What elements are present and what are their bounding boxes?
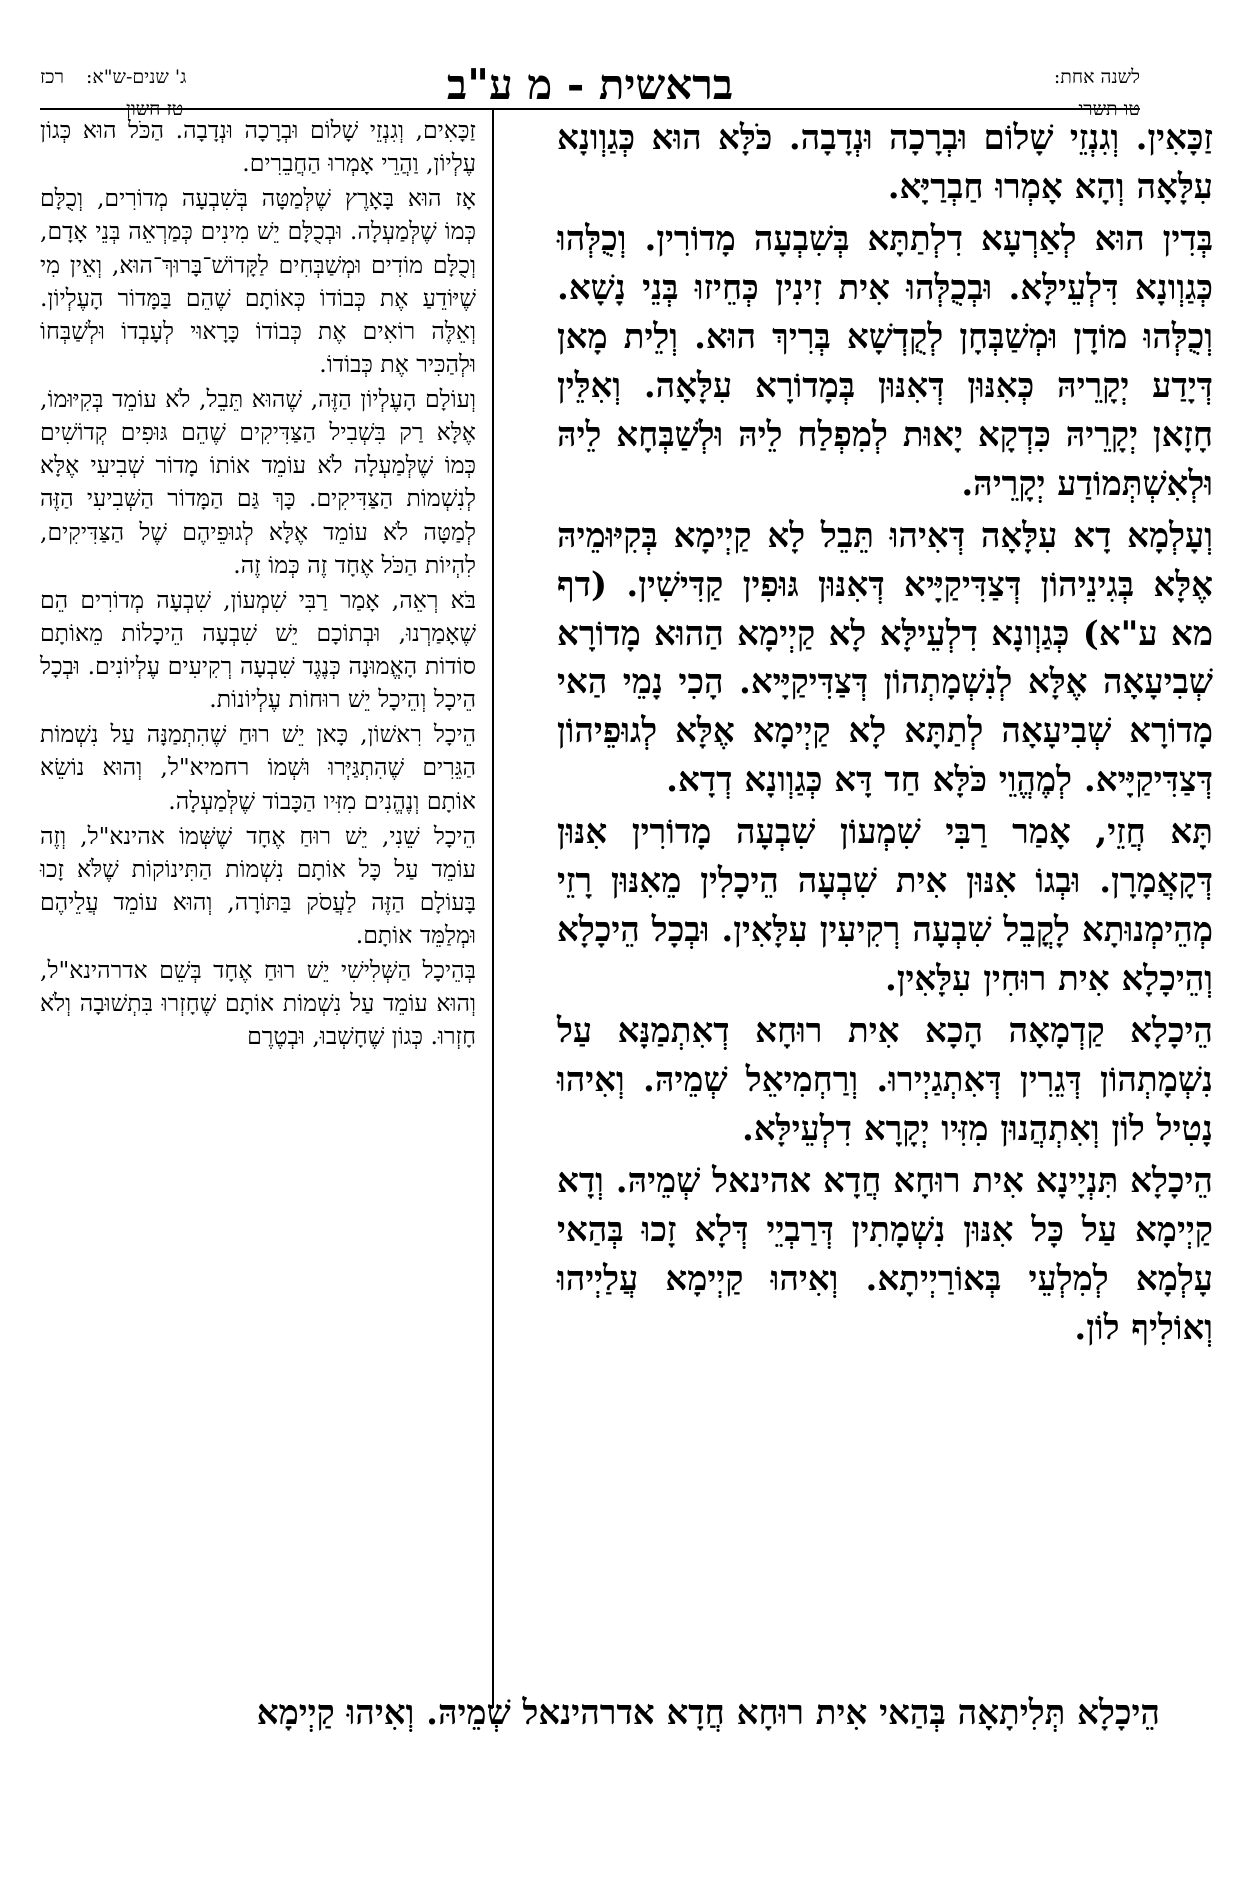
translation-paragraph: הֵיכָל רִאשׁוֹן, כָּאן יֵשׁ רוּחַ שֶׁהִתְמַנָּה עַל נִשְׁמוֹת הַגֵּרִים שֶׁהִתְגַּיְּרוּ וּשְׁמוֹ רחמיא"ל, וְהוּא נוֹשֵׂא אוֹתָם וְנֶהֱנִים מִזִּיו הַכָּבוֹד שֶׁלְּמַעְלָה. (40, 720, 476, 815)
column-divider (492, 108, 494, 1708)
header-divider (40, 108, 1140, 110)
aramaic-paragraph: בְּדִין הוּא לְאַרְעָא דִלְתַתָּא בְּשִׁבְעָה מָדוֹרִין. וְכֻלְּהוּ כְּגַוְונָא דִּלְעֵילָּא. וּבְכֻלְּהוּ אִית זִינִין כְּחֵיזוּ בְּנֵי נָשָׁא. וְכֻלְּהוּ מוֹדָן וּמְשַׁבְּחָן לְקֻדְשָׁא בְּרִיךְ הוּא. וְלֵית מָאן דְּיָדַע יְקָרֵיהּ כְּאִנּוּן דְּאִנּוּן בְּמָדוֹרָא עִלָּאָה. וְאִלֵּין חָזָאן יְקָרֵיהּ כִּדְקָא יָאוּת לְמִפְלַח לֵיהּ וּלְשַׁבְּחָא לֵיהּ וּלְאִשְׁתְּמוֹדַע יְקָרֵיהּ. (557, 218, 1213, 504)
page-header (40, 56, 1140, 120)
aramaic-paragraph: וְעָלְמָא דָא עִלָּאָה דְּאִיהוּ תֵּבֵל לָא קַיְימָא בְּקִיּוּמֵיהּ אֶלָּא בְּגִינֵיהוֹן דְּצַדִּיקַיָּיא דְּאִנּוּן גּוּפִין קַדִּישִׁין. (דף מא ע"א) כְּגַוְונָא דִלְעֵילָּא לָא קַיְימָא הַהוּא מָדוֹרָא שְׁבִיעָאָה אֶלָּא לְנִשְׁמָתְהוֹן דְּצַדִּיקַיָּיא. הָכִי נָמֵי הַאי מָדוֹרָא שְׁבִיעָאָה לְתַתָּא לָא קַיְימָא אֶלָּא לְגוּפֵיהוֹן דְּצַדִּיקַיָּיא. לְמֶהֱוֵי כֹּלָּא חַד דָּא כְּגַוְונָא דְדָא. (557, 515, 1213, 801)
aramaic-text-column (557, 114, 1213, 1356)
translation-paragraph: אָז הוּא בָּאָרֶץ שֶׁלְּמַטָּה בְּשִׁבְעָה מְדוֹרִים, וְכֻלָּם כְּמוֹ שֶׁלְּמַעְלָה. וּבְכֻלָּם יֵשׁ מִינִים כְּמַרְאֵה בְּנֵי אָדָם, וְכֻלָּם מוֹדִים וּמְשַׁבְּחִים לַקָּדוֹשׁ־בָּרוּךְ־הוּא, וְאֵין מִי שֶׁיּוֹדֵעַ אֶת כְּבוֹדוֹ כְּאוֹתָם שֶׁהֵם בַּמָּדוֹר הָעֶלְיוֹן. וְאֵלֶּה רוֹאִים אֶת כְּבוֹדוֹ כָּרָאוּי לְעָבְדוֹ וּלְשַׁבְּחוֹ וּלְהַכִּיר אֶת כְּבוֹדוֹ. (40, 184, 476, 378)
header-cycle-label: לשנה אחת: (1053, 66, 1140, 88)
aramaic-paragraph: זַכָּאִין. וְגִנְזֵי שָׁלוֹם וּבְרָכָה וּנְדָבָה. כֹּלָּא הוּא כְּגַוְונָא עִלָּאָה וְהָא אָמְרוּ חַבְרַיָּא. (557, 118, 1213, 207)
translation-paragraph: בְּהֵיכָל הַשְּׁלִישִׁי יֵשׁ רוּחַ אֶחָד בְּשֵׁם אדרהינא"ל, וְהוּא עוֹמֵד עַל נִשְׁמוֹת אוֹתָם שֶׁחָזְרוּ בִּתְשׁוּבָה וְלֹא חָזְרוּ. כְּגוֹן שֶׁחָשְׁבוּ, וּבְטֶרֶם (40, 956, 476, 1051)
hebrew-translation-column (40, 114, 476, 1056)
continuation-line: הֵיכָלָא תְּלִיתָאָה בְּהַאי אִית רוּחָא חֲדָא אדרהינאל שְׁמֵיהּ. וְאִיהוּ קַיְימָא (256, 1693, 1160, 1733)
header-alt-cycle-label: ג' שנים-ש"א: (86, 66, 187, 88)
page-number: רכז (40, 66, 64, 88)
translation-paragraph: בֹּא רְאֵה, אָמַר רַבִּי שִׁמְעוֹן, שִׁבְעָה מְדוֹרִים הֵם שֶׁאָמַרְנוּ, וּבְתוֹכָם יֵשׁ שִׁבְעָה הֵיכָלוֹת מֵאוֹתָם סוֹדוֹת הָאֱמוּנָה כְּנֶגֶד שִׁבְעָה רְקִיעִים עֶלְיוֹנִים. וּבְכָל הֵיכָל וְהֵיכָל יֵשׁ רוּחוֹת עֶלְיוֹנוֹת. (40, 585, 476, 714)
aramaic-paragraph: הֵיכָלָא תִּנְיָינָא אִית רוּחָא חֲדָא אהינאל שְׁמֵיהּ. וְדָא קַיְימָא עַל כָּל אִנּוּן נִשְׁמָתִין דְּרַבְיֵי דְּלָא זָכוּ בְּהַאי עָלְמָא לְמִלְעֵי בְּאוֹרַיְיתָא. וְאִיהוּ קַיְימָא עֲלַיְיהוּ וְאוֹלִיף לוֹן. (557, 1161, 1213, 1348)
header-cycle-date: טו תשרי (1078, 98, 1140, 120)
translation-paragraph: הֵיכָל שֵׁנִי, יֵשׁ רוּחַ אֶחָד שֶׁשְּׁמוֹ אהינא"ל, וְזֶה עוֹמֵד עַל כָּל אוֹתָם נִשְׁמוֹת הַתִּינוֹקוֹת שֶׁלֹּא זָכוּ בָּעוֹלָם הַזֶּה לַעֲסֹק בַּתּוֹרָה, וְהוּא עוֹמֵד עֲלֵיהֶם וּמְלַמֵּד אוֹתָם. (40, 821, 476, 949)
aramaic-paragraph: תָּא חֲזֵי, אָמַר רַבִּי שִׁמְעוֹן שִׁבְעָה מָדוֹרִין אִנּוּן דְּקָאֲמָרָן. וּבְגוֹ אִנּוּן אִית שִׁבְעָה הֵיכָלִין מֵאִנּוּן רָזֵי מְהֵימְנוּתָא לָקֳבֵל שִׁבְעָה רְקִיעִין עִלָּאִין. וּבְכָל הֵיכָלָא וְהֵיכָלָא אִית רוּחִין עִלָּאִין. (557, 812, 1213, 1000)
page-title: בראשית - מ ע"ב (446, 60, 734, 109)
header-alt-cycle-date: טז חשון (126, 98, 184, 120)
translation-paragraph: זַכָּאִים, וְגִנְזֵי שָׁלוֹם וּבְרָכָה וּנְדָבָה. הַכֹּל הוּא כְּגוֹן עֶלְיוֹן, וַהֲרֵי אָמְרוּ הַחֲבֵרִים. (40, 116, 476, 178)
translation-paragraph: וְעוֹלָם הָעֶלְיוֹן הַזֶּה, שֶׁהוּא תֵּבֵל, לֹא עוֹמֵד בְּקִיּוּמוֹ, אֶלָּא רַק בִּשְׁבִיל הַצַּדִּיקִים שֶׁהֵם גּוּפִים קְדוֹשִׁים כְּמוֹ שֶׁלְּמַעְלָה לֹא עוֹמֵד אוֹתוֹ מָדוֹר שְׁבִיעִי אֶלָּא לְנִשְׁמוֹת הַצַּדִּיקִים. כָּךְ גַּם הַמָּדוֹר הַשְּׁבִיעִי הַזֶּה לְמַטָּה לֹא עוֹמֵד אֶלָּא לְגוּפֵיהֶם שֶׁל הַצַּדִּיקִים, לִהְיוֹת הַכֹּל אֶחָד זֶה כְּמוֹ זֶה. (40, 385, 476, 579)
aramaic-paragraph: הֵיכָלָא קַדְמָאָה הָכָא אִית רוּחָא דְאִתְמַנָּא עַל נִשְׁמָתְהוֹן דְּגֵרִין דְּאִתְגַיְירוּ. וְרַחְמִיאֵל שְׁמֵיהּ. וְאִיהוּ נָטִיל לוֹן וְאִתְהֲנוּן מִזִּיו יְקָרָא דִלְעֵילָּא. (557, 1011, 1213, 1150)
